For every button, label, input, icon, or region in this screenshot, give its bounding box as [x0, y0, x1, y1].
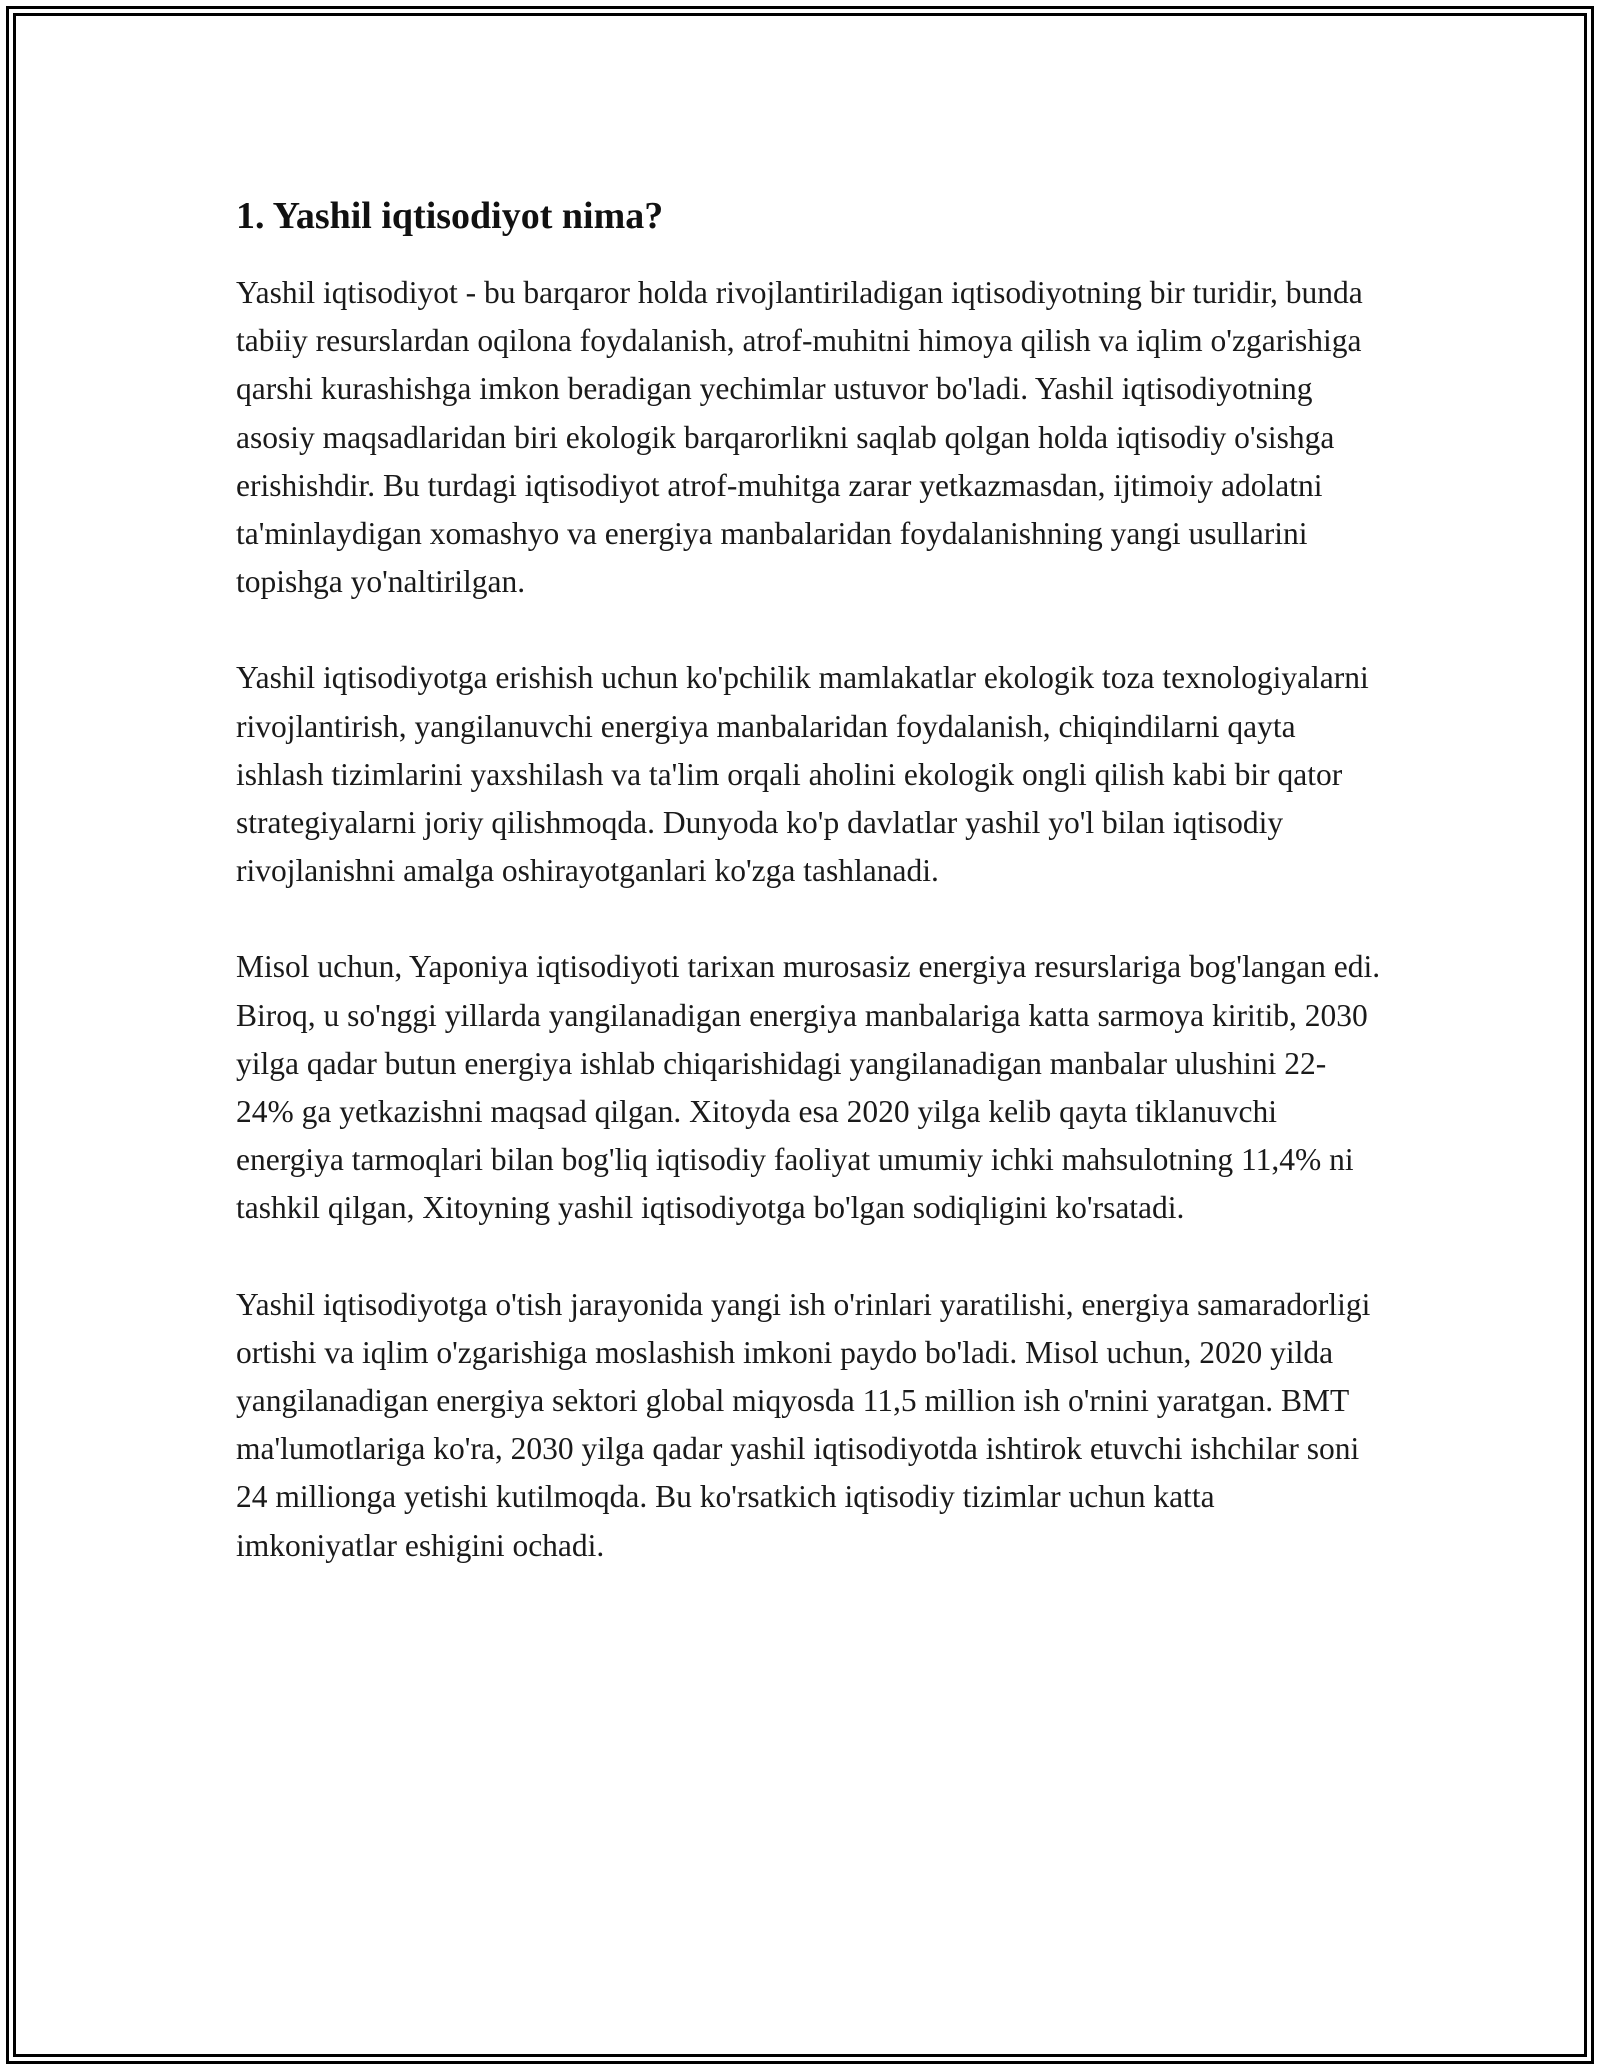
paragraph-jobs: Yashil iqtisodiyotga o'tish jarayonida yangi ish o'rinlari yaratilishi, energiya samaradorligi ortishi va iqlim o'zgarishiga moslashish imkoni paydo bo'ladi. Misol uchun, 2020 yilda yangilanadigan energiya sektori global miqyosda 11,5 million ish o'rnini yaratgan. BMT ma'lumotlariga ko'ra, 2030 yilga qadar yashil iqtisodiyotda ishtirok etuvchi ishchilar soni 24 millionga yetishi kutilmoqda. Bu ko'rsatkich iqtisodiy tizimlar uchun katta imkoniyatlar eshigini ochadi.: [236, 1286, 1371, 1563]
section-heading: 1. Yashil iqtisodiyot nima?: [236, 195, 664, 237]
paragraph-strategies: Yashil iqtisodiyotga erishish uchun ko'pchilik mamlakatlar ekologik toza texnologiyalarni rivojlantirish, yangilanuvchi energiya manbalaridan foydalanish, chiqindilarni qayta ishlash tizimlarini yaxshilash va ta'lim orqali aholini ekologik ongli qilish kabi bir qator strategiyalarni joriy qilishmoqda. Dunyoda ko'p davlatlar yashil yo'l bilan iqtisodiy rivojlanishni amalga oshirayotganlari ko'zga tashlanadi.: [236, 660, 1369, 889]
paragraph-examples: Misol uchun, Yaponiya iqtisodiyoti tarixan murosasiz energiya resurslariga bog'langan edi. Biroq, u so'nggi yillarda yangilanadigan energiya manbalariga katta sarmoya kiritib, 2030 yilga qadar butun energiya ishlab chiqarishidagi yangilanadigan manbalar ulushini 22-24% ga yetkazishni maqsad qilgan. Xitoyda esa 2020 yilga kelib qayta tiklanuvchi energiya tarmoqlari bilan bog'liq iqtisodiy faoliyat umumiy ichki mahsulotning 11,4% ni tashkil qilgan, Xitoyning yashil iqtisodiyotga bo'lgan sodiqligini ko'rsatadi.: [236, 949, 1381, 1226]
paragraph-definition: Yashil iqtisodiyot - bu barqaror holda rivojlantiriladigan iqtisodiyotning bir turidir, bunda tabiiy resurslardan oqilona foydalanish, atrof-muhitni himoya qilish va iqlim o'zgarishiga qarshi kurashishga imkon beradigan yechimlar ustuvor bo'ladi. Yashil iqtisodiyotning asosiy maqsadlaridan biri ekologik barqarorlikni saqlab qolgan holda iqtisodiy o'sishga erishishdir. Bu turdagi iqtisodiyot atrof-muhitga zarar yetkazmasdan, ijtimoiy adolatni ta'minlaydigan xomashyo va energiya manbalaridan foydalanishning yangi usullarini topishga yo'naltirilgan.: [236, 275, 1363, 600]
document-body: [236, 185, 1381, 1570]
